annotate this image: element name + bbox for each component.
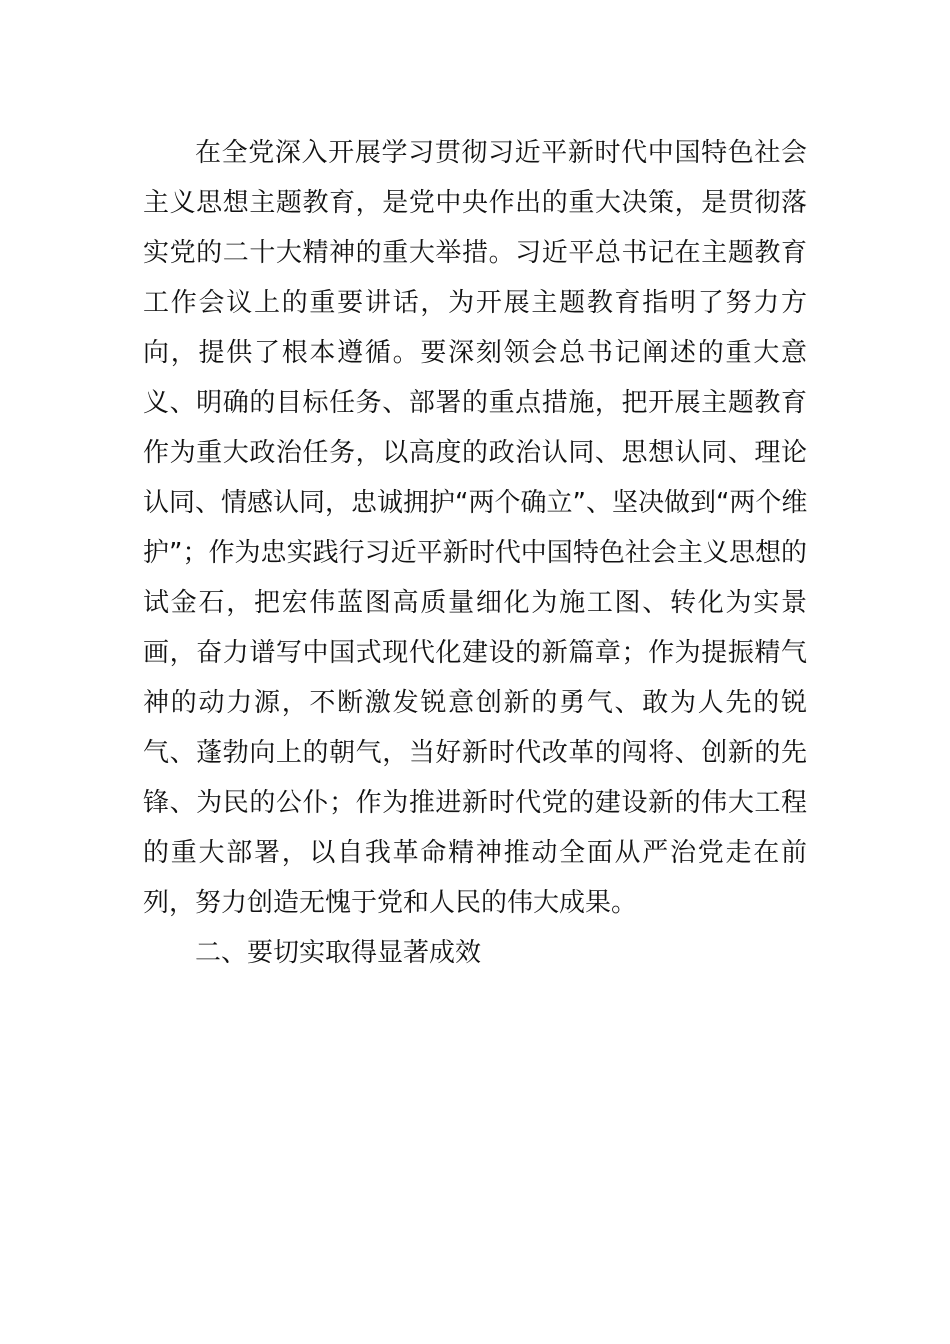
paragraph-line: 列，努力创造无愧于党和人民的伟大成果。 (143, 888, 638, 918)
paragraph-line: 义、明确的目标任务、部署的重点措施，把开展主题教育 (143, 388, 807, 418)
paragraph-line: 气、蓬勃向上的朝气，当好新时代改革的闯将、创新的先 (143, 738, 807, 768)
paragraph-line: 画，奋力谱写中国式现代化建设的新篇章；作为提振精气 (143, 638, 807, 668)
paragraph-line: 神的动力源，不断激发锐意创新的勇气、敢为人先的锐 (143, 688, 807, 718)
paragraph-line: 向，提供了根本遵循。要深刻领会总书记阐述的重大意 (143, 338, 807, 368)
section-heading: 二、要切实取得显著成效 (195, 938, 482, 968)
paragraph-line: 工作会议上的重要讲话，为开展主题教育指明了努力方 (143, 288, 807, 318)
paragraph-line: 在全党深入开展学习贯彻习近平新时代中国特色社会 (195, 138, 807, 168)
paragraph-line: 护”；作为忠实践行习近平新时代中国特色社会主义思想的 (143, 538, 807, 568)
paragraph-1 (143, 128, 807, 928)
paragraph-line: 实党的二十大精神的重大举措。习近平总书记在主题教育 (143, 238, 807, 268)
paragraph-line: 认同、情感认同，忠诚拥护“两个确立”、坚决做到“两个维 (143, 488, 808, 518)
paragraph-line: 锋、为民的公仆；作为推进新时代党的建设新的伟大工程 (143, 788, 807, 818)
paragraph-line: 试金石，把宏伟蓝图高质量细化为施工图、转化为实景 (143, 588, 807, 618)
document-body (143, 128, 807, 978)
paragraph-line: 的重大部署，以自我革命精神推动全面从严治党走在前 (143, 838, 807, 868)
paragraph-line: 主义思想主题教育，是党中央作出的重大决策，是贯彻落 (143, 188, 807, 218)
paragraph-line: 作为重大政治任务，以高度的政治认同、思想认同、理论 (143, 438, 807, 468)
